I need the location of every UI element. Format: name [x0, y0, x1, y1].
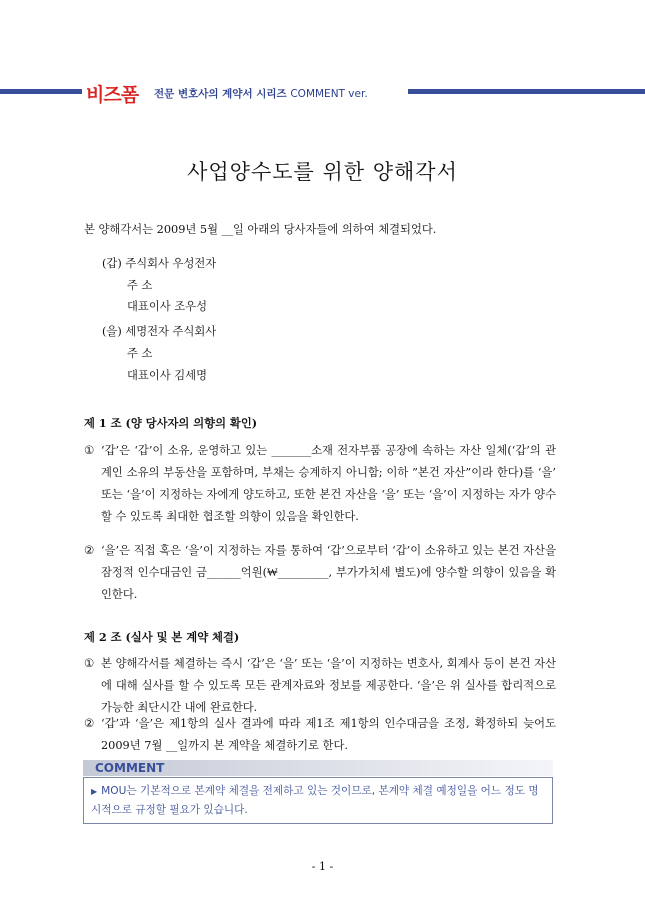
party-a-label: (갑) 주식회사 우성전자	[102, 257, 217, 270]
header-rule-right	[408, 89, 645, 94]
clause-number: ②	[84, 544, 95, 557]
series-title	[154, 86, 368, 101]
document-header	[0, 80, 645, 104]
document-title: 사업양수도를 위한 양해각서	[187, 160, 458, 184]
article-2-clause-2	[84, 713, 559, 757]
article-1-clause-1	[84, 440, 559, 530]
clause-text: ‘갑’과 ‘을’은 제1항의 실사 결과에 따라 제1조 제1항의 인수대금을 조정, 확정하되 늦어도 2009년 7월 __일까지 본 계약을 체결하기로 한다.	[101, 717, 556, 752]
comment-box	[83, 760, 553, 824]
article-1-heading: 제 1 조 (양 당사자의 의향의 확인)	[84, 416, 258, 430]
article-2-clause-1	[84, 653, 559, 719]
series-name: 전문 변호사의 계약서 시리즈	[154, 88, 287, 100]
clause-text: ‘을’은 직접 혹은 ‘을’이 지정하는 자를 통하여 ‘갑’으로부터 ‘갑’이 소유하고 있는 본건 자산을 잠정적 인수대금인 금______억원(₩_________, 부가가치세 별도)에 양수할 의향이 있음을 확인한다.	[101, 544, 556, 601]
clause-number: ①	[84, 444, 95, 457]
party-a-address: 주 소	[127, 279, 153, 292]
comment-text	[91, 782, 543, 820]
clause-text: ‘갑’은 ‘갑’이 소유, 운영하고 있는 _______소재 전자부품 공장에 속하는 자산 일체(‘갑’의 관계인 소유의 부동산을 포함하며, 부채는 승계하지 아니함; 이하 ”본건 자산”이라 한다)를 ‘을’ 또는 ‘을’이 지정하는 자에게 양도하고, 또한 본건 자산을 ‘을’ 또는 ‘을’이 지정하는 자가 양수할 수 있도록 최대한 협조할 의향이 있음을 확인한다.	[101, 444, 556, 523]
comment-body	[83, 777, 553, 824]
party-b-address: 주 소	[127, 347, 153, 360]
party-a-representative: 대표이사 조우성	[127, 300, 207, 313]
party-b-label: (을) 세명전자 주식회사	[102, 325, 217, 338]
comment-tab	[83, 760, 553, 776]
page-number: - 1 -	[311, 860, 334, 873]
intro-text: 본 양해각서는 2009년 5월 __일 아래의 당사자들에 의하여 체결되었다.	[84, 223, 437, 236]
clause-text: 본 양해각서를 체결하는 즉시 ‘갑’은 ‘을’ 또는 ‘을’이 지정하는 변호사, 회계사 등이 본건 자산에 대해 실사를 할 수 있도록 모든 관계자료와 정보를 제공한다. ‘을’은 위 실사를 합리적으로 가능한 최단시간 내에 완료한다.	[101, 657, 556, 714]
comment-label: COMMENT	[95, 761, 165, 775]
triangle-right-icon: ▶	[91, 787, 98, 796]
party-b-representative: 대표이사 김세명	[127, 369, 207, 382]
brand-logo: 비즈폼	[86, 84, 139, 106]
series-version: COMMENT ver.	[290, 88, 368, 100]
article-1-clause-2	[84, 540, 559, 606]
clause-number: ①	[84, 657, 95, 670]
header-rule-left	[0, 89, 82, 94]
article-2-heading: 제 2 조 (실사 및 본 계약 체결)	[84, 630, 240, 644]
clause-number: ②	[84, 717, 95, 730]
comment-content: MOU는 기본적으로 본계약 체결을 전제하고 있는 것이므로, 본계약 체결 예정일을 어느 정도 명시적으로 규정할 필요가 있습니다.	[91, 785, 539, 816]
